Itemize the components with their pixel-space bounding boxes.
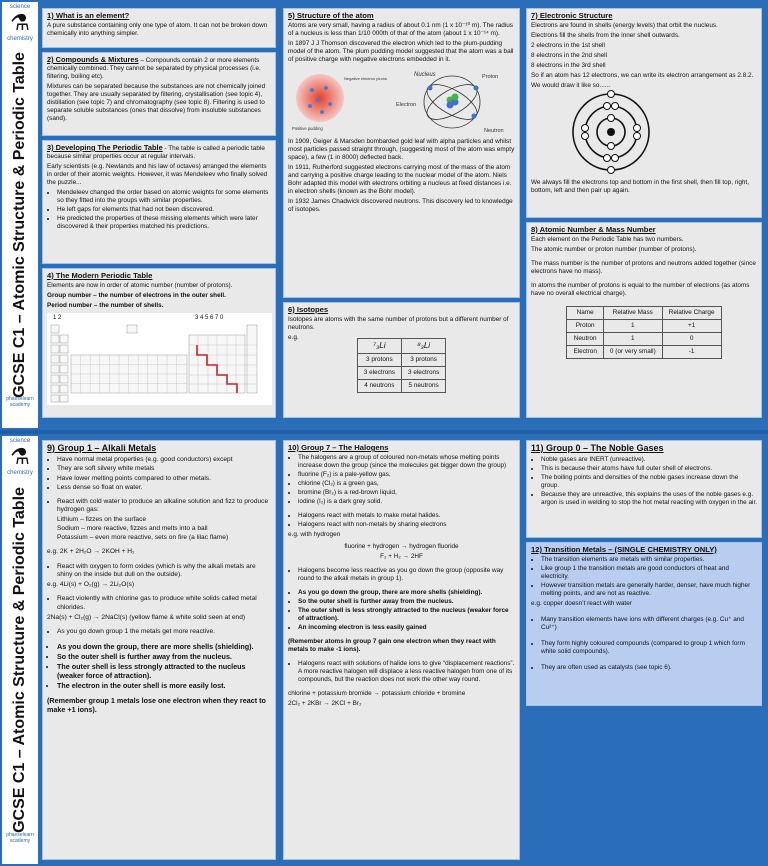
group-numbers-left: 1 2 xyxy=(53,315,62,322)
logo-bottom-text: chemistry xyxy=(7,36,33,42)
table-cell: 3 electrons xyxy=(357,367,401,380)
list-item: • fluorine (F₂) is a pale-yellow gas, xyxy=(298,471,515,479)
atom-diagrams xyxy=(288,68,515,134)
table-header: Relative Charge xyxy=(662,307,721,320)
list-item: • The transition elements are metals with similar properties. xyxy=(541,556,757,564)
trend-list xyxy=(47,642,271,690)
box-title: 9) Group 1 – Alkali Metals xyxy=(47,443,157,453)
box-compounds xyxy=(42,52,276,136)
list-item: • The boiling points and densities of the noble gases increase down the group. xyxy=(541,474,757,490)
table-cell: -1 xyxy=(662,346,721,359)
sidebar xyxy=(2,436,38,864)
list-item: • Like group 1 the transition metals are good conductors of heat and electricity. xyxy=(541,565,757,581)
list-item: Sodium – more reactive, fizzes and melts into a ball xyxy=(57,524,208,532)
box-title: 1) What is an element? xyxy=(47,11,130,20)
sheet-title: GCSE C1 – Atomic Structure & Periodic Table xyxy=(11,487,29,833)
box-element xyxy=(42,8,276,48)
list-item: • The outer shell is less strongly attracted to the nucleus (weaker force of attraction). xyxy=(57,662,271,680)
equation: e.g. 2K + 2H₂O → 2KOH + H₂ xyxy=(47,548,135,556)
list-item: • Halogens become less reactive as you go down the group (opposite way round to the alkali metals in group 1). xyxy=(298,567,515,583)
list-item: • They form highly coloured compounds (compared to group 1 which form white solid compounds). xyxy=(541,640,757,656)
isotope-table xyxy=(357,338,447,393)
list-item: • The electron in the outer shell is more easily lost. xyxy=(57,681,271,690)
bohr-atom-diagram xyxy=(374,68,514,134)
table-cell: 3 protons xyxy=(402,354,446,367)
box-modern-pt xyxy=(42,268,276,418)
box-text: Each element on the Periodic Table has two numbers. xyxy=(531,236,684,244)
periodic-table-grid xyxy=(47,313,272,405)
box-text: Period number – the number of shells. xyxy=(47,302,164,310)
list-item: • As you go down group 1 the metals get more reactive. xyxy=(57,628,271,636)
reactivity-list xyxy=(47,628,271,636)
flask-icon: ⚗ xyxy=(10,444,30,469)
list-item: • He predicted the properties of these missing elements which were later discovered & their properties matched his predictions. xyxy=(57,215,271,231)
box-text: In 1897 J J Thomson discovered the electron which led to the plum-pudding model of the atom. The plum pudding model suggested that the atom was a ball of positive charge with negative electrons embedded in it. xyxy=(288,40,514,64)
logo xyxy=(4,438,36,494)
flask-icon: ⚗ xyxy=(10,10,30,35)
list-item: • As you go down the group, there are more shells (shielding). xyxy=(298,589,515,597)
line: 8 electrons in the 2nd shell xyxy=(531,52,608,60)
equation: chlorine + potassium bromide → potassium chloride + bromine xyxy=(288,690,466,698)
sheet-title: GCSE C1 – Atomic Structure & Periodic Table xyxy=(11,52,29,398)
table-row xyxy=(357,354,446,367)
sheet-title-container xyxy=(2,487,38,833)
logo-top-text: science xyxy=(9,438,31,444)
list-item: • An incoming electron is less easily gained xyxy=(298,624,515,632)
box-text: Group number – the number of electrons in the outer shell. xyxy=(47,292,226,300)
table-cell: Electron xyxy=(567,346,603,359)
box-text: In 1932 James Chadwick discovered neutrons. This discovery led to knowledge of isotopes. xyxy=(288,198,513,214)
table-header: ⁷₃Li xyxy=(357,339,401,354)
box-text: The atomic number or proton number (number of protons). xyxy=(531,246,697,254)
box-title: 8) Atomic Number & Mass Number xyxy=(531,225,656,234)
transition-list xyxy=(531,556,757,598)
list-item: • So the outer shell is further away from the nucleus. xyxy=(57,652,271,661)
box-text: In 1909, Geiger & Marsden bombarded gold leaf with alpha particles and whilst most particles passed straight through, (suggesting most of the atom was empty space), a few (1 in 8000) deflected back. xyxy=(288,138,515,162)
box-title: 2) Compounds & Mixtures xyxy=(47,55,139,64)
equation: 2Na(s) + Cl₂(g) → 2NaCl(s) (yellow flame & white solid seen at end) xyxy=(47,613,246,621)
list-item: • Have normal metal properties (e.g. good conductors) except xyxy=(57,456,271,464)
remember-note: (Remember group 1 metals lose one electron when they react to make +1 ions). xyxy=(47,696,266,715)
box-atom-structure xyxy=(283,8,520,298)
list-item: Potassium – even more reactive, sets on fire (a lilac flame) xyxy=(57,534,229,542)
box-text: We always fill the electrons top and bottom in the first shell, then fill top, right, bottom, left and then pair up again. xyxy=(531,179,749,195)
table-row xyxy=(567,333,721,346)
list-item: • Halogens react with non-metals by sharing electrons xyxy=(298,521,515,529)
plum-pudding-diagram xyxy=(288,68,387,134)
neutron-label: Neutron xyxy=(484,128,504,135)
box-isotopes xyxy=(283,302,520,418)
list-item: • This is because their atoms have full outer shell of electrons. xyxy=(541,465,757,473)
trend-list xyxy=(288,589,515,632)
list-item: • He left gaps for elements that had not been discovered. xyxy=(57,206,271,214)
bottom-sheet xyxy=(0,434,768,866)
oxygen-list xyxy=(47,563,271,579)
equation: 2Cl₂ + 2KBr → 2KCl + Br₂ xyxy=(288,700,362,708)
list-item: • React with oxygen to form oxides (which is why the alkali metals are shiny on the inside but dull on the outside). xyxy=(57,563,271,579)
nucleus-label: Nucleus xyxy=(414,72,436,79)
table-cell: 5 neutrons xyxy=(402,380,446,393)
box-text: The mass number is the number of protons and neutrons added together (since electrons have no mass). xyxy=(531,260,756,276)
list-item: • The halogens are a group of coloured non-metals whose melting points increase down the group (since the molecules get bigger down the group) xyxy=(298,454,515,470)
line: 2 electrons in the 1st shell xyxy=(531,42,605,50)
box-title: 11) Group 0 – The Noble Gases xyxy=(531,443,664,453)
list-item: • As you down the group, there are more shells (shielding). xyxy=(57,642,271,651)
line: 8 electrons in the 3rd shell xyxy=(531,62,606,70)
box-text: Elements are now in order of atomic number (number of protons). xyxy=(47,282,233,290)
table-cell: 4 neutrons xyxy=(357,380,401,393)
list-item: • bromine (Br₂) is a red-brown liquid, xyxy=(298,489,515,497)
table-header: ⁸₃Li xyxy=(402,339,446,354)
list-item: • They are soft silvery white metals xyxy=(57,465,271,473)
logo-bottom-text: chemistry xyxy=(7,470,33,476)
table-row xyxy=(567,346,721,359)
electron-shell-diagram xyxy=(531,92,757,176)
box-text: In atoms the number of protons is equal to the number of electrons (as atoms have no overall electrical charge). xyxy=(531,282,750,298)
list-item: • Less dense so float on water. xyxy=(57,484,271,492)
noble-gas-list xyxy=(531,456,757,507)
box-text: Atoms are very small, having a radius of about 0.1 nm (1 x 10⁻¹⁰ m). The radius of a nucleus is less than 1/10 000th of that of the atom (about 1 x 10⁻¹⁴ m). xyxy=(288,22,513,38)
logo-top-text: science xyxy=(9,4,31,10)
table-cell: 3 protons xyxy=(357,354,401,367)
transition-list-2 xyxy=(531,616,757,672)
list-item: • Have lower melting points compared to other metals. xyxy=(57,475,271,483)
list-item: • So the outer shell is further away from the nucleus. xyxy=(298,598,515,606)
chlorine-list xyxy=(47,595,271,611)
eg-label: e.g. copper doesn’t react with water xyxy=(531,600,632,608)
top-sheet xyxy=(0,0,768,430)
list-item: • Halogens react with metals to make metal halides. xyxy=(298,512,515,520)
box-transition-metals xyxy=(526,542,762,706)
eg-label: e.g. with hydrogen xyxy=(288,531,341,539)
table-cell: 0 (or very small) xyxy=(603,346,662,359)
box-group0 xyxy=(526,440,762,538)
list-item: • Mendeleev changed the order based on atomic weights for some elements so they fitted into the groups with similar properties. xyxy=(57,189,271,205)
table-cell: 3 electrons xyxy=(402,367,446,380)
line: So if an atom has 12 electrons, we can write its electron arrangement as 2.8.2. xyxy=(531,72,754,80)
list-item: Lithium – fizzes on the surface xyxy=(57,515,147,523)
box-group1 xyxy=(42,440,276,860)
box-text: In 1911, Rutherford suggested electrons carrying most of the mass of the atom and carrying a positive charge leading to the nuclear model of the atom. Niels Bohr adapted this model with electrons orbiting a nucleus at fixed distances i.e. in electron shells (known as the Bohr model). xyxy=(288,164,512,196)
equation: fluorine + hydrogen → hydrogen fluoride xyxy=(344,543,459,551)
list-item: • Many transition elements have ions with different charges (e.g. Cu⁺ and Cu²⁺) xyxy=(541,616,757,632)
table-header: Name xyxy=(567,307,603,320)
footer-logo: phaeselearn academy xyxy=(6,396,34,408)
sheet-title-container xyxy=(2,52,38,398)
equation: e.g. 4Li(s) + O₂(g) → 2Li₂O(s) xyxy=(47,581,135,589)
list-item: • The outer shell is less strongly attracted to the nucleus (weaker force of attraction). xyxy=(298,607,515,623)
remember-note: (Remember atoms in group 7 gain one electron when they react with metals to make -1 ions). xyxy=(288,638,496,654)
table-cell: 1 xyxy=(603,320,662,333)
line: Electrons are found in shells (energy levels) that orbit the nucleus. xyxy=(531,22,718,30)
subatomic-table xyxy=(566,306,721,359)
table-header: Relative Mass xyxy=(603,307,662,320)
reactivity-list xyxy=(288,567,515,583)
list-item: • However transition metals are generally harder, denser, have much higher melting points, and are not as reactive. xyxy=(541,582,757,598)
table-cell: +1 xyxy=(662,320,721,333)
table-cell: Neutron xyxy=(567,333,603,346)
list-item: • React violently with chlorine gas to produce white solids called metal chlorides. xyxy=(57,595,271,611)
list-item: • They are often used as catalysts (see topic 6). xyxy=(541,664,757,672)
list-item: • iodine (I₂) is a dark grey solid. xyxy=(298,498,515,506)
eg-label: e.g. xyxy=(288,334,299,342)
electron-label: Electron xyxy=(396,102,417,109)
group-numbers-right: 3 4 5 6 7 0 xyxy=(195,315,224,322)
box-text: Isotopes are atoms with the same number of protons but a different number of neutrons. xyxy=(288,316,509,332)
list-item: • React with cold water to produce an alkaline solution and fizz to produce hydrogen gas: xyxy=(57,498,271,514)
table-cell: 0 xyxy=(662,333,721,346)
box-atomic-number xyxy=(526,222,762,418)
line: Electrons fill the shells from the inner shell outwards. xyxy=(531,32,680,40)
box-title: 4) The Modern Periodic Table xyxy=(47,271,153,280)
table-cell: 1 xyxy=(603,333,662,346)
box-title: 12) Transition Metals – (SINGLE CHEMISTRY ONLY) xyxy=(531,545,717,554)
footer-logo: phaeselearn academy xyxy=(6,832,34,844)
halogen-properties xyxy=(288,454,515,506)
positive-label: Positive pudding xyxy=(292,126,323,132)
table-cell: Proton xyxy=(567,320,603,333)
table-row xyxy=(357,380,446,393)
negative-label: Negative electron plums xyxy=(344,76,387,82)
box-text: A pure substance containing only one type of atom. It can not be broken down chemically into anything simpler. xyxy=(47,22,268,38)
list-item: • Halogens react with solutions of halide ions to give “displacement reactions”. A more reactive halogen will displace a less reactive halogen from one of its compounds, but the reaction does not work the other way round. xyxy=(298,660,515,684)
equation: F₂ + H₂ → 2HF xyxy=(380,553,423,561)
displacement-list xyxy=(288,660,515,684)
box-title: 7) Electronic Structure xyxy=(531,11,613,20)
water-list xyxy=(47,498,271,542)
box-title: 5) Structure of the atom xyxy=(288,11,374,20)
box-text: Early scientists (e.g. Newlands and his law of octaves) arranged the elements in order of their atomic weights. However, it was Mendeleev who finally solved the puzzle... xyxy=(47,163,268,186)
list-item: • Because they are unreactive, this explains the uses of the noble gases e.g. argon is used in welding to stop the hot metal reacting with oxygen in the air. xyxy=(541,491,757,507)
box-text: - The table is called a periodic table because similar properties occur at regular intervals. xyxy=(47,145,265,160)
line: We would draw it like so...... xyxy=(531,82,611,90)
box-text: – Compounds contain 2 or more elements chemically combined. They cannot be separated by physical processes (i.e. filtering, boiling etc). xyxy=(47,57,261,80)
halogen-reactions xyxy=(288,512,515,529)
proton-label: Proton xyxy=(482,74,499,81)
box-group7 xyxy=(283,440,520,860)
group1-properties xyxy=(47,456,271,492)
sidebar xyxy=(2,2,38,428)
box-electronic-structure xyxy=(526,8,762,218)
table-row xyxy=(357,367,446,380)
mendeleev-list xyxy=(47,189,271,231)
box-title: 10) Group 7 – The Halogens xyxy=(288,443,389,452)
table-row xyxy=(567,320,721,333)
list-item: • chlorine (Cl₂) is a green gas, xyxy=(298,480,515,488)
box-title: 3) Developing The Periodic Table xyxy=(47,143,163,152)
list-item: • Noble gases are INERT (unreactive). xyxy=(541,456,757,464)
box-developing-pt xyxy=(42,140,276,264)
periodic-table-figure xyxy=(47,313,272,405)
box-title: 6) Isotopes xyxy=(288,305,329,314)
box-text: Mixtures can be separated because the substances are not chemically joined together. They are usually separated by filtering, crystallisation (see topic 4), distillation (see topic 7) and chromatography (see topic 8). Filtering is used to separate soluble substances (ones that dissolve) from insoluble substances (sand). xyxy=(47,83,266,122)
